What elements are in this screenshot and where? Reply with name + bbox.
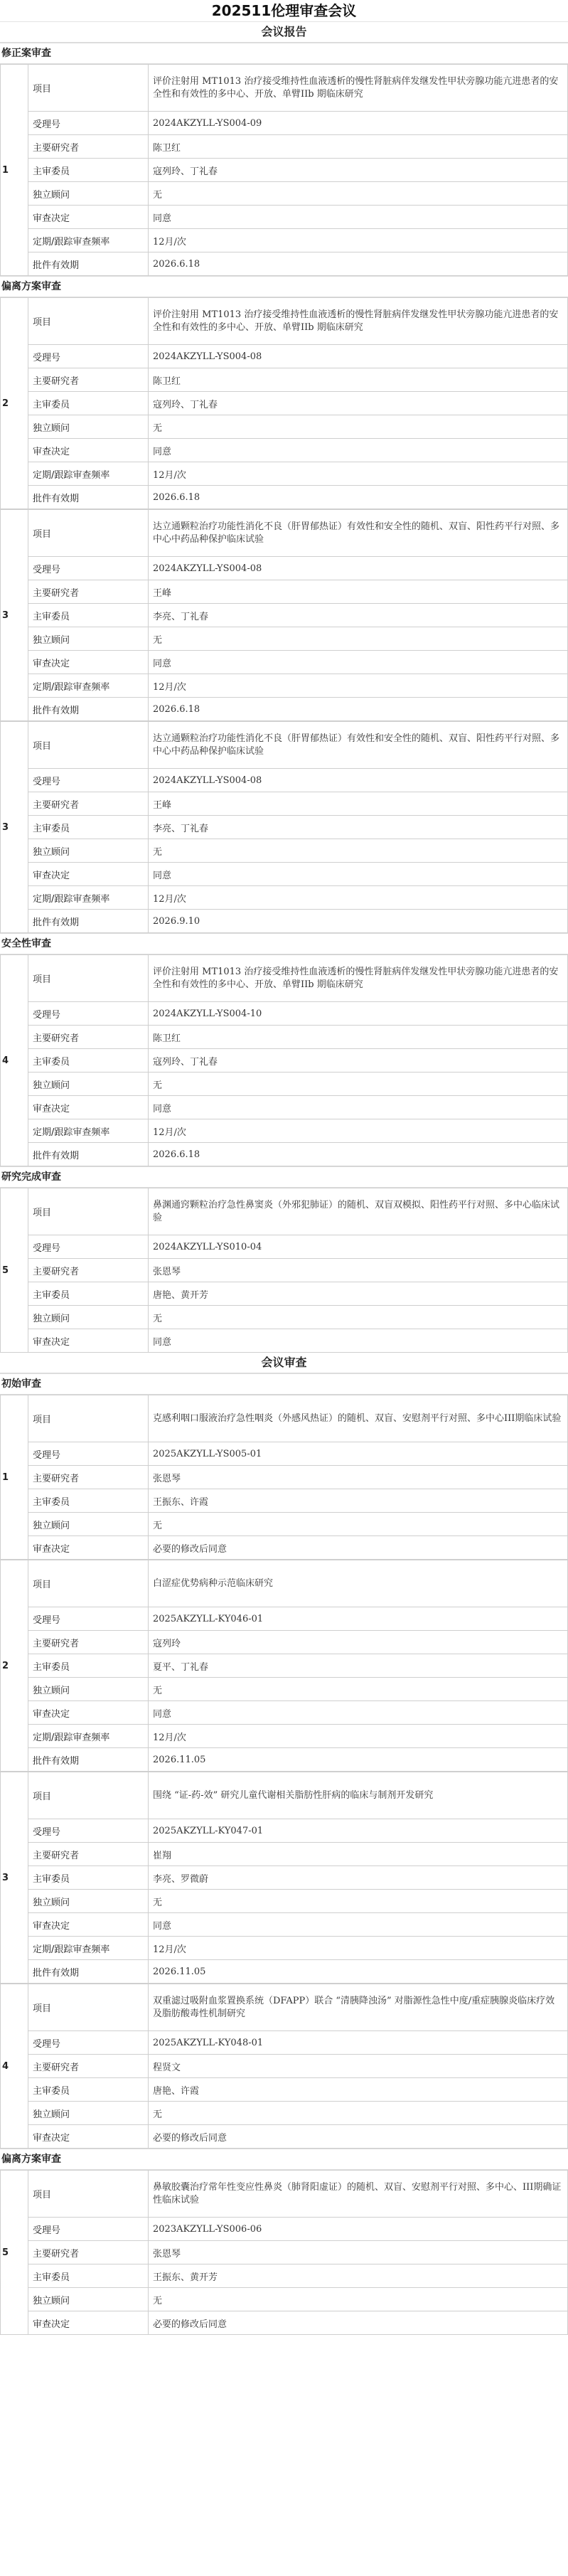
table-row [1, 1631, 568, 1654]
field-value-valid-until: 2026.9.10 [149, 910, 568, 933]
review-item [0, 721, 568, 933]
field-label: 主审委员 [28, 816, 149, 839]
table-row [1, 1678, 568, 1701]
item-number: 3 [1, 1772, 28, 1984]
field-value-accept-no: 2024AKZYLL-YS010-04 [149, 1235, 568, 1259]
table-row [1, 298, 568, 345]
field-value-reviewers: 王振东、黄开芳 [149, 2264, 568, 2288]
table-row [1, 1890, 568, 1913]
item-number: 5 [1, 2171, 28, 2335]
table-row [1, 1772, 568, 1819]
review-item [0, 509, 568, 721]
field-value-accept-no: 2025AKZYLL-KY046-01 [149, 1607, 568, 1631]
group-label: 偏离方案审查 [0, 2149, 568, 2170]
field-label: 独立顾问 [28, 1678, 149, 1701]
item-number: 1 [1, 1395, 28, 1560]
field-value-project: 评价注射用 MT1013 治疗接受维持性血液透析的慢性肾脏病伴发继发性甲状旁腺功能亢进患者的安全性和有效性的多中心、开放、单臂IIb 期临床研究 [149, 298, 568, 345]
field-label: 主审委员 [28, 1282, 149, 1306]
review-item [0, 1984, 568, 2149]
table-row [1, 2031, 568, 2055]
field-value-accept-no: 2025AKZYLL-KY048-01 [149, 2031, 568, 2055]
table-row [1, 886, 568, 910]
field-value-decision: 同意 [149, 206, 568, 229]
field-label: 独立顾问 [28, 839, 149, 863]
field-label: 独立顾问 [28, 415, 149, 439]
field-label: 审查决定 [28, 1329, 149, 1353]
page-title: 202511伦理审查会议 [0, 0, 568, 22]
table-row [1, 1119, 568, 1143]
table-row [1, 2102, 568, 2125]
table-row [1, 1489, 568, 1513]
field-label: 批件有效期 [28, 910, 149, 933]
field-value-accept-no: 2024AKZYLL-YS004-08 [149, 557, 568, 580]
field-value-decision: 必要的修改后同意 [149, 2125, 568, 2149]
field-label: 受理号 [28, 557, 149, 580]
field-value-accept-no: 2025AKZYLL-YS005-01 [149, 1442, 568, 1466]
field-value-frequency: 12月/次 [149, 229, 568, 252]
field-label: 项目 [28, 1188, 149, 1235]
field-value-project: 克感利咽口服液治疗急性咽炎（外感风热证）的随机、双盲、安慰剂平行对照、多中心III期临床试验 [149, 1395, 568, 1442]
field-label: 受理号 [28, 2031, 149, 2055]
field-value-decision: 同意 [149, 1329, 568, 1353]
field-label: 项目 [28, 65, 149, 112]
table-row [1, 651, 568, 674]
table-row [1, 159, 568, 182]
item-number: 4 [1, 1984, 28, 2149]
field-value-consultant: 无 [149, 2102, 568, 2125]
field-label: 批件有效期 [28, 252, 149, 276]
field-value-pi: 崔翔 [149, 1843, 568, 1866]
table-row [1, 580, 568, 604]
field-label: 审查决定 [28, 1701, 149, 1725]
field-label: 受理号 [28, 2218, 149, 2241]
field-label: 受理号 [28, 1819, 149, 1843]
table-row [1, 674, 568, 698]
table-row [1, 1937, 568, 1960]
field-label: 受理号 [28, 1442, 149, 1466]
table-row [1, 1748, 568, 1772]
field-value-valid-until: 2026.6.18 [149, 698, 568, 721]
field-label: 项目 [28, 1772, 149, 1819]
field-label: 主要研究者 [28, 1843, 149, 1866]
field-value-pi: 陈卫红 [149, 368, 568, 392]
field-value-project: 鼻敏胶囊治疗常年性变应性鼻炎（肺肾阳虚证）的随机、双盲、安慰剂平行对照、多中心、III期确证性临床试验 [149, 2171, 568, 2218]
field-label: 主审委员 [28, 2078, 149, 2102]
table-row [1, 910, 568, 933]
field-value-pi: 张恩琴 [149, 1466, 568, 1489]
field-label: 独立顾问 [28, 1073, 149, 1096]
field-value-project: 评价注射用 MT1013 治疗接受维持性血液透析的慢性肾脏病伴发继发性甲状旁腺功能亢进患者的安全性和有效性的多中心、开放、单臂IIb 期临床研究 [149, 955, 568, 1002]
table-row [1, 1984, 568, 2031]
table-row [1, 1701, 568, 1725]
group-label: 初始审查 [0, 1373, 568, 1395]
field-label: 项目 [28, 298, 149, 345]
field-label: 定期/跟踪审查频率 [28, 1119, 149, 1143]
field-value-accept-no: 2024AKZYLL-YS004-08 [149, 769, 568, 792]
field-value-consultant: 无 [149, 627, 568, 651]
field-value-pi: 王峰 [149, 792, 568, 816]
field-label: 定期/跟踪审查频率 [28, 1937, 149, 1960]
field-label: 批件有效期 [28, 1143, 149, 1166]
table-row [1, 1188, 568, 1235]
table-row [1, 1843, 568, 1866]
item-number: 3 [1, 722, 28, 933]
field-value-reviewers: 王振东、许霞 [149, 1489, 568, 1513]
field-value-consultant: 无 [149, 1678, 568, 1701]
table-row [1, 345, 568, 368]
field-value-project: 双重滤过吸附血浆置换系统（DFAPP）联合 “清胰降浊汤” 对脂源性急性中度/重症胰腺炎临床疗效及脂肪酸毒性机制研究 [149, 1984, 568, 2031]
table-row [1, 182, 568, 206]
table-row [1, 1654, 568, 1678]
field-value-decision: 必要的修改后同意 [149, 2311, 568, 2335]
table-row [1, 1306, 568, 1329]
field-value-project: 达立通颗粒治疗功能性消化不良（肝胃郁热证）有效性和安全性的随机、双盲、阳性药平行对照、多中心中药品种保护临床试验 [149, 510, 568, 557]
table-row [1, 1329, 568, 1353]
field-value-consultant: 无 [149, 839, 568, 863]
field-value-consultant: 无 [149, 182, 568, 206]
table-row [1, 839, 568, 863]
field-label: 主要研究者 [28, 1631, 149, 1654]
table-row [1, 2055, 568, 2078]
table-row [1, 1513, 568, 1536]
table-row [1, 2078, 568, 2102]
field-value-pi: 寇列玲 [149, 1631, 568, 1654]
table-row [1, 2288, 568, 2311]
table-row [1, 252, 568, 276]
table-row [1, 2125, 568, 2149]
table-row [1, 1607, 568, 1631]
field-value-decision: 同意 [149, 1701, 568, 1725]
table-row [1, 392, 568, 415]
review-item [0, 1772, 568, 1984]
field-value-accept-no: 2024AKZYLL-YS004-08 [149, 345, 568, 368]
table-row [1, 2218, 568, 2241]
field-label: 受理号 [28, 1235, 149, 1259]
field-value-pi: 程贤文 [149, 2055, 568, 2078]
field-value-frequency: 12月/次 [149, 674, 568, 698]
group-label: 偏离方案审查 [0, 276, 568, 297]
table-row [1, 698, 568, 721]
section-title: 会议报告 [0, 22, 568, 43]
field-label: 项目 [28, 510, 149, 557]
field-value-project: 评价注射用 MT1013 治疗接受维持性血液透析的慢性肾脏病伴发继发性甲状旁腺功能亢进患者的安全性和有效性的多中心、开放、单臂IIb 期临床研究 [149, 65, 568, 112]
table-row [1, 722, 568, 769]
table-row [1, 1049, 568, 1073]
field-label: 独立顾问 [28, 1513, 149, 1536]
field-label: 审查决定 [28, 439, 149, 462]
field-value-frequency: 12月/次 [149, 1725, 568, 1748]
field-value-pi: 张恩琴 [149, 1259, 568, 1282]
field-label: 独立顾问 [28, 2102, 149, 2125]
table-row [1, 439, 568, 462]
field-label: 主要研究者 [28, 2055, 149, 2078]
field-value-consultant: 无 [149, 2288, 568, 2311]
field-label: 项目 [28, 2171, 149, 2218]
field-value-accept-no: 2024AKZYLL-YS004-10 [149, 1002, 568, 1026]
field-label: 审查决定 [28, 206, 149, 229]
field-label: 独立顾问 [28, 627, 149, 651]
field-label: 主要研究者 [28, 368, 149, 392]
field-value-decision: 同意 [149, 1913, 568, 1937]
table-row [1, 2171, 568, 2218]
review-item [0, 1188, 568, 1353]
field-label: 项目 [28, 1560, 149, 1607]
table-row [1, 1560, 568, 1607]
field-value-consultant: 无 [149, 1073, 568, 1096]
field-label: 主要研究者 [28, 580, 149, 604]
field-label: 定期/跟踪审查频率 [28, 1725, 149, 1748]
item-number: 2 [1, 298, 28, 509]
table-row [1, 1466, 568, 1489]
review-item [0, 2170, 568, 2335]
item-number: 1 [1, 65, 28, 276]
field-label: 项目 [28, 1984, 149, 2031]
field-value-consultant: 无 [149, 1513, 568, 1536]
field-value-pi: 陈卫红 [149, 1026, 568, 1049]
table-row [1, 557, 568, 580]
table-row [1, 769, 568, 792]
table-row [1, 1002, 568, 1026]
table-row [1, 1536, 568, 1560]
field-value-consultant: 无 [149, 1890, 568, 1913]
field-label: 受理号 [28, 769, 149, 792]
field-value-pi: 王峰 [149, 580, 568, 604]
field-label: 审查决定 [28, 2125, 149, 2149]
table-row [1, 2311, 568, 2335]
field-label: 独立顾问 [28, 182, 149, 206]
table-row [1, 1442, 568, 1466]
field-label: 独立顾问 [28, 1306, 149, 1329]
field-label: 主审委员 [28, 159, 149, 182]
field-value-reviewers: 寇列玲、丁礼春 [149, 392, 568, 415]
field-label: 受理号 [28, 1607, 149, 1631]
field-value-reviewers: 李亮、丁礼春 [149, 604, 568, 627]
field-label: 项目 [28, 1395, 149, 1442]
field-value-reviewers: 李亮、丁礼春 [149, 816, 568, 839]
field-label: 主审委员 [28, 1049, 149, 1073]
table-row [1, 955, 568, 1002]
field-label: 主审委员 [28, 1489, 149, 1513]
field-value-valid-until: 2026.6.18 [149, 252, 568, 276]
field-label: 主审委员 [28, 2264, 149, 2288]
table-row [1, 1725, 568, 1748]
field-label: 审查决定 [28, 1913, 149, 1937]
section-title: 会议审查 [0, 1353, 568, 1373]
table-row [1, 462, 568, 486]
field-label: 主审委员 [28, 1654, 149, 1678]
field-value-project: 白涩症优势病种示范临床研究 [149, 1560, 568, 1607]
table-row [1, 1866, 568, 1890]
review-content [0, 22, 568, 2335]
item-number: 5 [1, 1188, 28, 1353]
table-row [1, 1073, 568, 1096]
field-value-project: 达立通颗粒治疗功能性消化不良（肝胃郁热证）有效性和安全性的随机、双盲、阳性药平行对照、多中心中药品种保护临床试验 [149, 722, 568, 769]
field-label: 受理号 [28, 112, 149, 135]
field-label: 项目 [28, 955, 149, 1002]
field-label: 审查决定 [28, 1536, 149, 1560]
field-label: 主审委员 [28, 1866, 149, 1890]
field-label: 主要研究者 [28, 135, 149, 159]
table-row [1, 2264, 568, 2288]
table-row [1, 112, 568, 135]
field-label: 审查决定 [28, 1096, 149, 1119]
field-label: 主要研究者 [28, 1259, 149, 1282]
table-row [1, 229, 568, 252]
field-value-frequency: 12月/次 [149, 462, 568, 486]
field-value-accept-no: 2024AKZYLL-YS004-09 [149, 112, 568, 135]
table-row [1, 2241, 568, 2264]
field-label: 独立顾问 [28, 1890, 149, 1913]
table-row [1, 1395, 568, 1442]
table-row [1, 206, 568, 229]
field-label: 审查决定 [28, 651, 149, 674]
item-number: 3 [1, 510, 28, 721]
table-row [1, 604, 568, 627]
table-row [1, 486, 568, 509]
field-value-decision: 同意 [149, 863, 568, 886]
review-item [0, 297, 568, 509]
field-value-valid-until: 2026.6.18 [149, 486, 568, 509]
table-row [1, 415, 568, 439]
field-value-valid-until: 2026.11.05 [149, 1960, 568, 1984]
group-label: 研究完成审查 [0, 1166, 568, 1188]
table-row [1, 1096, 568, 1119]
field-value-project: 围绕 “证-药-效” 研究儿童代谢相关脂肪性肝病的临床与制剂开发研究 [149, 1772, 568, 1819]
field-value-pi: 张恩琴 [149, 2241, 568, 2264]
field-label: 主要研究者 [28, 792, 149, 816]
field-value-pi: 陈卫红 [149, 135, 568, 159]
field-label: 受理号 [28, 1002, 149, 1026]
table-row [1, 65, 568, 112]
table-row [1, 1026, 568, 1049]
field-value-consultant: 无 [149, 1306, 568, 1329]
review-item [0, 954, 568, 1166]
table-row [1, 1282, 568, 1306]
field-value-valid-until: 2026.11.05 [149, 1748, 568, 1772]
field-value-valid-until: 2026.6.18 [149, 1143, 568, 1166]
table-row [1, 1235, 568, 1259]
field-value-decision: 必要的修改后同意 [149, 1536, 568, 1560]
field-value-reviewers: 唐艳、许霞 [149, 2078, 568, 2102]
item-number: 2 [1, 1560, 28, 1772]
review-item [0, 1560, 568, 1772]
field-value-reviewers: 寇列玲、丁礼春 [149, 159, 568, 182]
table-row [1, 1913, 568, 1937]
field-value-decision: 同意 [149, 1096, 568, 1119]
item-number: 4 [1, 955, 28, 1166]
table-row [1, 816, 568, 839]
field-label: 审查决定 [28, 863, 149, 886]
field-label: 主要研究者 [28, 2241, 149, 2264]
table-row [1, 135, 568, 159]
field-value-reviewers: 唐艳、黄开芳 [149, 1282, 568, 1306]
field-label: 主审委员 [28, 392, 149, 415]
field-label: 审查决定 [28, 2311, 149, 2335]
field-value-reviewers: 寇列玲、丁礼春 [149, 1049, 568, 1073]
field-value-frequency: 12月/次 [149, 886, 568, 910]
table-row [1, 1259, 568, 1282]
field-value-decision: 同意 [149, 439, 568, 462]
table-row [1, 368, 568, 392]
field-value-frequency: 12月/次 [149, 1119, 568, 1143]
table-row [1, 1143, 568, 1166]
field-label: 批件有效期 [28, 1748, 149, 1772]
field-label: 定期/跟踪审查频率 [28, 462, 149, 486]
field-label: 独立顾问 [28, 2288, 149, 2311]
field-label: 主要研究者 [28, 1026, 149, 1049]
field-value-frequency: 12月/次 [149, 1937, 568, 1960]
field-label: 定期/跟踪审查频率 [28, 229, 149, 252]
table-row [1, 863, 568, 886]
field-label: 批件有效期 [28, 698, 149, 721]
group-label: 修正案审查 [0, 43, 568, 64]
field-label: 主审委员 [28, 604, 149, 627]
table-row [1, 510, 568, 557]
table-row [1, 792, 568, 816]
table-row [1, 1960, 568, 1984]
field-label: 批件有效期 [28, 486, 149, 509]
field-value-reviewers: 李亮、罗微蔚 [149, 1866, 568, 1890]
field-label: 批件有效期 [28, 1960, 149, 1984]
field-value-reviewers: 夏平、丁礼春 [149, 1654, 568, 1678]
field-label: 定期/跟踪审查频率 [28, 886, 149, 910]
review-item [0, 64, 568, 276]
field-label: 主要研究者 [28, 1466, 149, 1489]
group-label: 安全性审查 [0, 933, 568, 954]
field-label: 定期/跟踪审查频率 [28, 674, 149, 698]
table-row [1, 627, 568, 651]
field-label: 受理号 [28, 345, 149, 368]
review-item [0, 1395, 568, 1560]
field-value-accept-no: 2025AKZYLL-KY047-01 [149, 1819, 568, 1843]
field-label: 项目 [28, 722, 149, 769]
field-value-project: 鼻渊通窍颗粒治疗急性鼻窦炎（外邪犯肺证）的随机、双盲双模拟、阳性药平行对照、多中心临床试验 [149, 1188, 568, 1235]
table-row [1, 1819, 568, 1843]
field-value-accept-no: 2023AKZYLL-YS006-06 [149, 2218, 568, 2241]
field-value-decision: 同意 [149, 651, 568, 674]
field-value-consultant: 无 [149, 415, 568, 439]
